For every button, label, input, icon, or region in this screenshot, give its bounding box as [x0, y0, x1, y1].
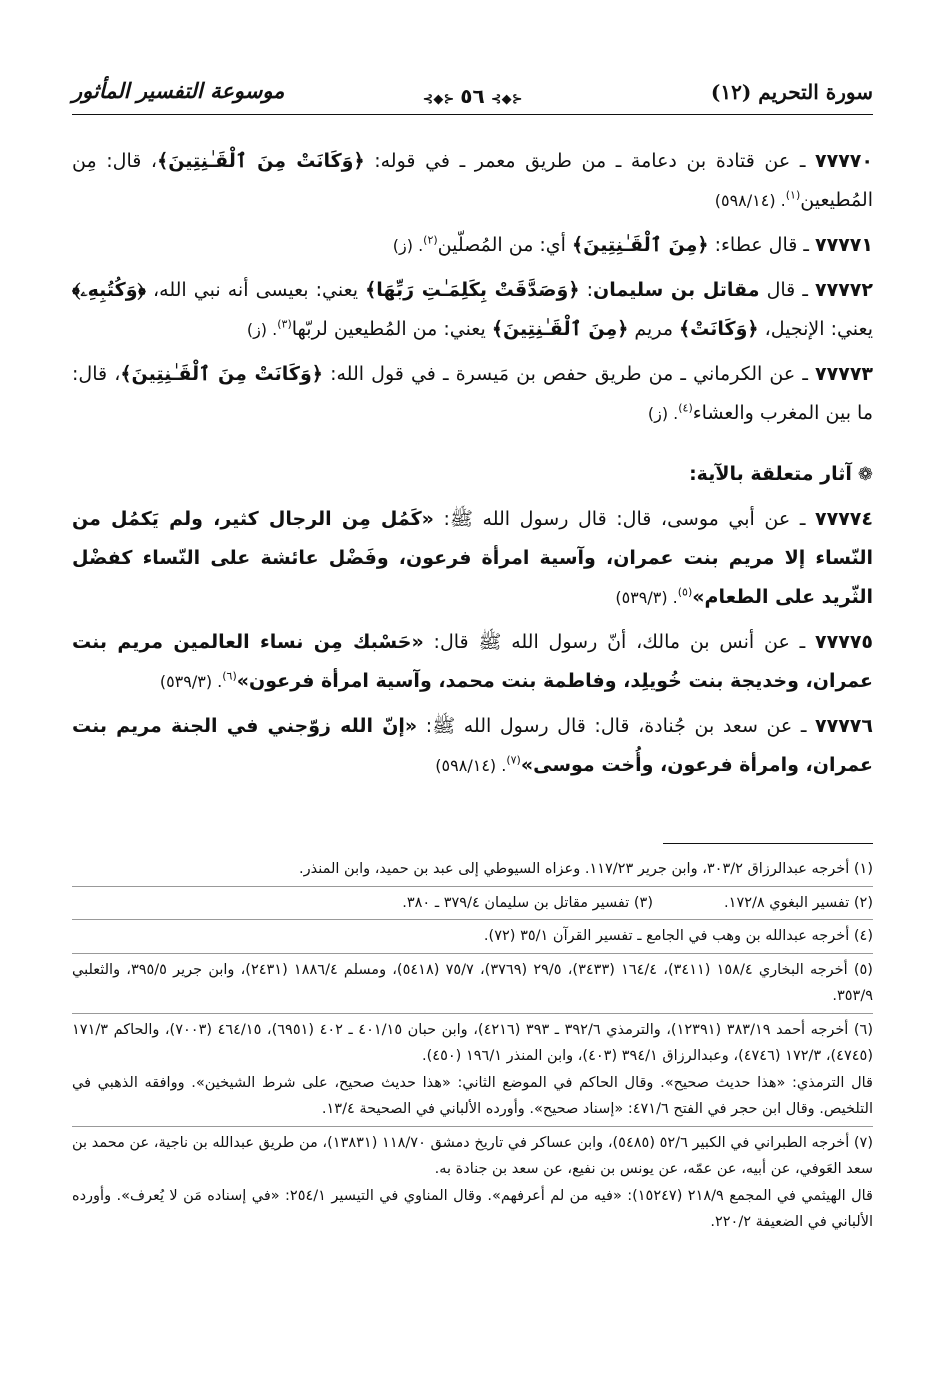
- entry-77772: ٧٧٧٧٢ ـ قال مقاتل بن سليمان: ﴿وَصَدَّقَتْ بِكَلِمَـٰتِ رَبِّهَا﴾ يعني: بعيسى أنه نبي الله، ﴿وَكُتُبِهِۦ﴾ يعني: الإنجيل، ﴿وَكَانَتْ﴾ مريم ﴿مِنَ ٱلْقَـٰنِتِينَ﴾ يعني: من المُطيعين لربّها$^{(٣)}$. (ز): [72, 279, 873, 340]
- entry-77773: ٧٧٧٧٣ ـ عن الكرماني ـ من طريق حفص بن مَيسرة ـ في قول الله: ﴿وَكَانَتْ مِنَ ٱلْقَـٰنِتِينَ﴾، قال: ما بين المغرب والعشاء$^{(٤)}$. (ز): [72, 363, 874, 424]
- book-title: موسوعة التفسير المأثور: [72, 78, 285, 103]
- footnote-5: (٥) أخرجه البخاري ١٥٨/٤ (٣٤١١)، ١٦٤/٤ (٣٤٣٣)، ٢٩/٥ (٣٧٦٩)، ٧٥/٧ (٥٤١٨)، ومسلم ١٨٨٦/٤ (٢٤٣١)، وابن جرير ٣٩٥/٥، والثعلبي ٣٥٣/٩.: [72, 961, 873, 1004]
- main-text: [72, 142, 873, 791]
- entry-77770: ٧٧٧٧٠ ـ عن قتادة بن دعامة ـ من طريق معمر ـ في قوله: ﴿وَكَانَتْ مِنَ ٱلْقَـٰنِتِينَ﴾، قال: مِن المُطيعين$^{(١)}$. (٥٩٨/١٤): [72, 150, 873, 211]
- footnote-7-comment: قال الهيثمي في المجمع ٢١٨/٩ (١٥٢٤٧): «فيه من لم أعرفهم». وقال المناوي في التيسير ٢٥٤/١: «في إسناده مَن لا يُعرف». وأورده الألباني في الضعيفة ٢٢٠/٢.: [72, 1187, 873, 1230]
- footnote-separator: [72, 886, 873, 887]
- footnote-6: (٦) أخرجه أحمد ٣٨٣/١٩ (١٢٣٩١)، والترمذي ٣٩٢/٦ ـ ٣٩٣ (٤٢١٦)، وابن حبان ٤٠١/١٥ ـ ٤٠٢ (٦٩٥١)، ٤٦٤/١٥ (٧٠٠٣)، والحاكم ١٧١/٣ (٤٧٤٥)، ١٧٢/٣ (٤٧٤٦)، وعبدالرزاق ٣٩٤/١ (٤٠٣)، وابن المنذر ١٩٦/١ (٤٥٠).: [72, 1021, 873, 1064]
- section-heading: ❁آثار متعلقة بالآية:: [689, 463, 873, 485]
- footnotes: [72, 856, 873, 1236]
- footnote-separator: [72, 953, 873, 954]
- footnote-separator: [72, 1126, 873, 1127]
- flower-icon: ❁: [857, 464, 873, 485]
- footnote-separator: [72, 1013, 873, 1014]
- footnote-divider: [663, 843, 873, 844]
- footnote-2-3: [72, 890, 873, 917]
- page-header: [72, 78, 873, 115]
- footnote-separator: [72, 919, 873, 920]
- footnote-6-comment: قال الترمذي: «هذا حديث صحيح». وقال الحاكم في الموضع الثاني: «هذا حديث صحيح، على شرط الشيخين». ووافقه الذهبي في التلخيص. وقال ابن حجر في الفتح ٤٧١/٦: «إسناد صحيح». وأورده الألباني في الصحيحة ١٣/٤.: [72, 1074, 873, 1117]
- footnote-1: (١) أخرجه عبدالرزاق ٣٠٣/٢، وابن جرير ١١٧/٢٣. وعزاه السيوطي إلى عبد بن حميد، وابن المنذر.: [299, 861, 873, 877]
- page-number: [406, 84, 538, 108]
- entry-77774: ٧٧٧٧٤ ـ عن أبي موسى، قال: قال رسول الله ﷺ: «كَمُل مِن الرجال كثير، ولم يَكمُل من النّساء إلا مريم بنت عمران، وآسية امرأة فرعون، وفَضْل عائشة على النّساء كفضْل الثّريد على الطعام»$^{(٥)}$. (٥٣٩/٣): [72, 508, 873, 608]
- footnote-4: (٤) أخرجه عبدالله بن وهب في الجامع ـ تفسير القرآن ٣٥/١ (٧٢).: [483, 928, 873, 944]
- footnote-3: (٣) تفسير مقاتل بن سليمان ٣٧٩/٤ ـ ٣٨٠.: [402, 894, 653, 911]
- entry-77776: ٧٧٧٧٦ ـ عن سعد بن جُنادة، قال: قال رسول الله ﷺ: «إنّ الله زوّجني في الجنة مريم بنت عمران، وامرأة فرعون، وأُخت موسى»$^{(٧)}$. (٥٩٨/١٤): [72, 715, 873, 776]
- ornament-icon: ⊰◆⊱: [422, 92, 455, 107]
- sura-title: سورة التحريم (١٢): [710, 80, 873, 104]
- footnote-7: (٧) أخرجه الطبراني في الكبير ٥٢/٦ (٥٤٨٥)، وابن عساكر في تاريخ دمشق ١١٨/٧٠ (١٣٨٣١)، من طريق عبدالله بن ناجية، عن محمد بن سعد العَوفي، عن أبيه، عن عمّه، عن يونس بن نفيع، عن سعد بن جنادة به.: [72, 1134, 873, 1177]
- page-number-text: ٥٦: [460, 84, 485, 108]
- ornament-icon: ⊰◆⊱: [490, 92, 523, 107]
- entry-77771: ٧٧٧٧١ ـ قال عطاء: ﴿مِنَ ٱلْقَـٰنِتِينَ﴾ أي: من المُصلّين$^{(٢)}$. (ز): [392, 233, 873, 256]
- footnote-2: (٢) تفسير البغوي ١٧٢/٨.: [724, 894, 873, 911]
- entry-77775: ٧٧٧٧٥ ـ عن أنس بن مالك، أنّ رسول الله ﷺ قال: «حَسْبك مِن نساء العالمين مريم بنت عمران، وخديجة بنت خُويلِد، وفاطمة بنت محمد، وآسية امرأة فرعون»$^{(٦)}$. (٥٣٩/٣): [72, 631, 874, 692]
